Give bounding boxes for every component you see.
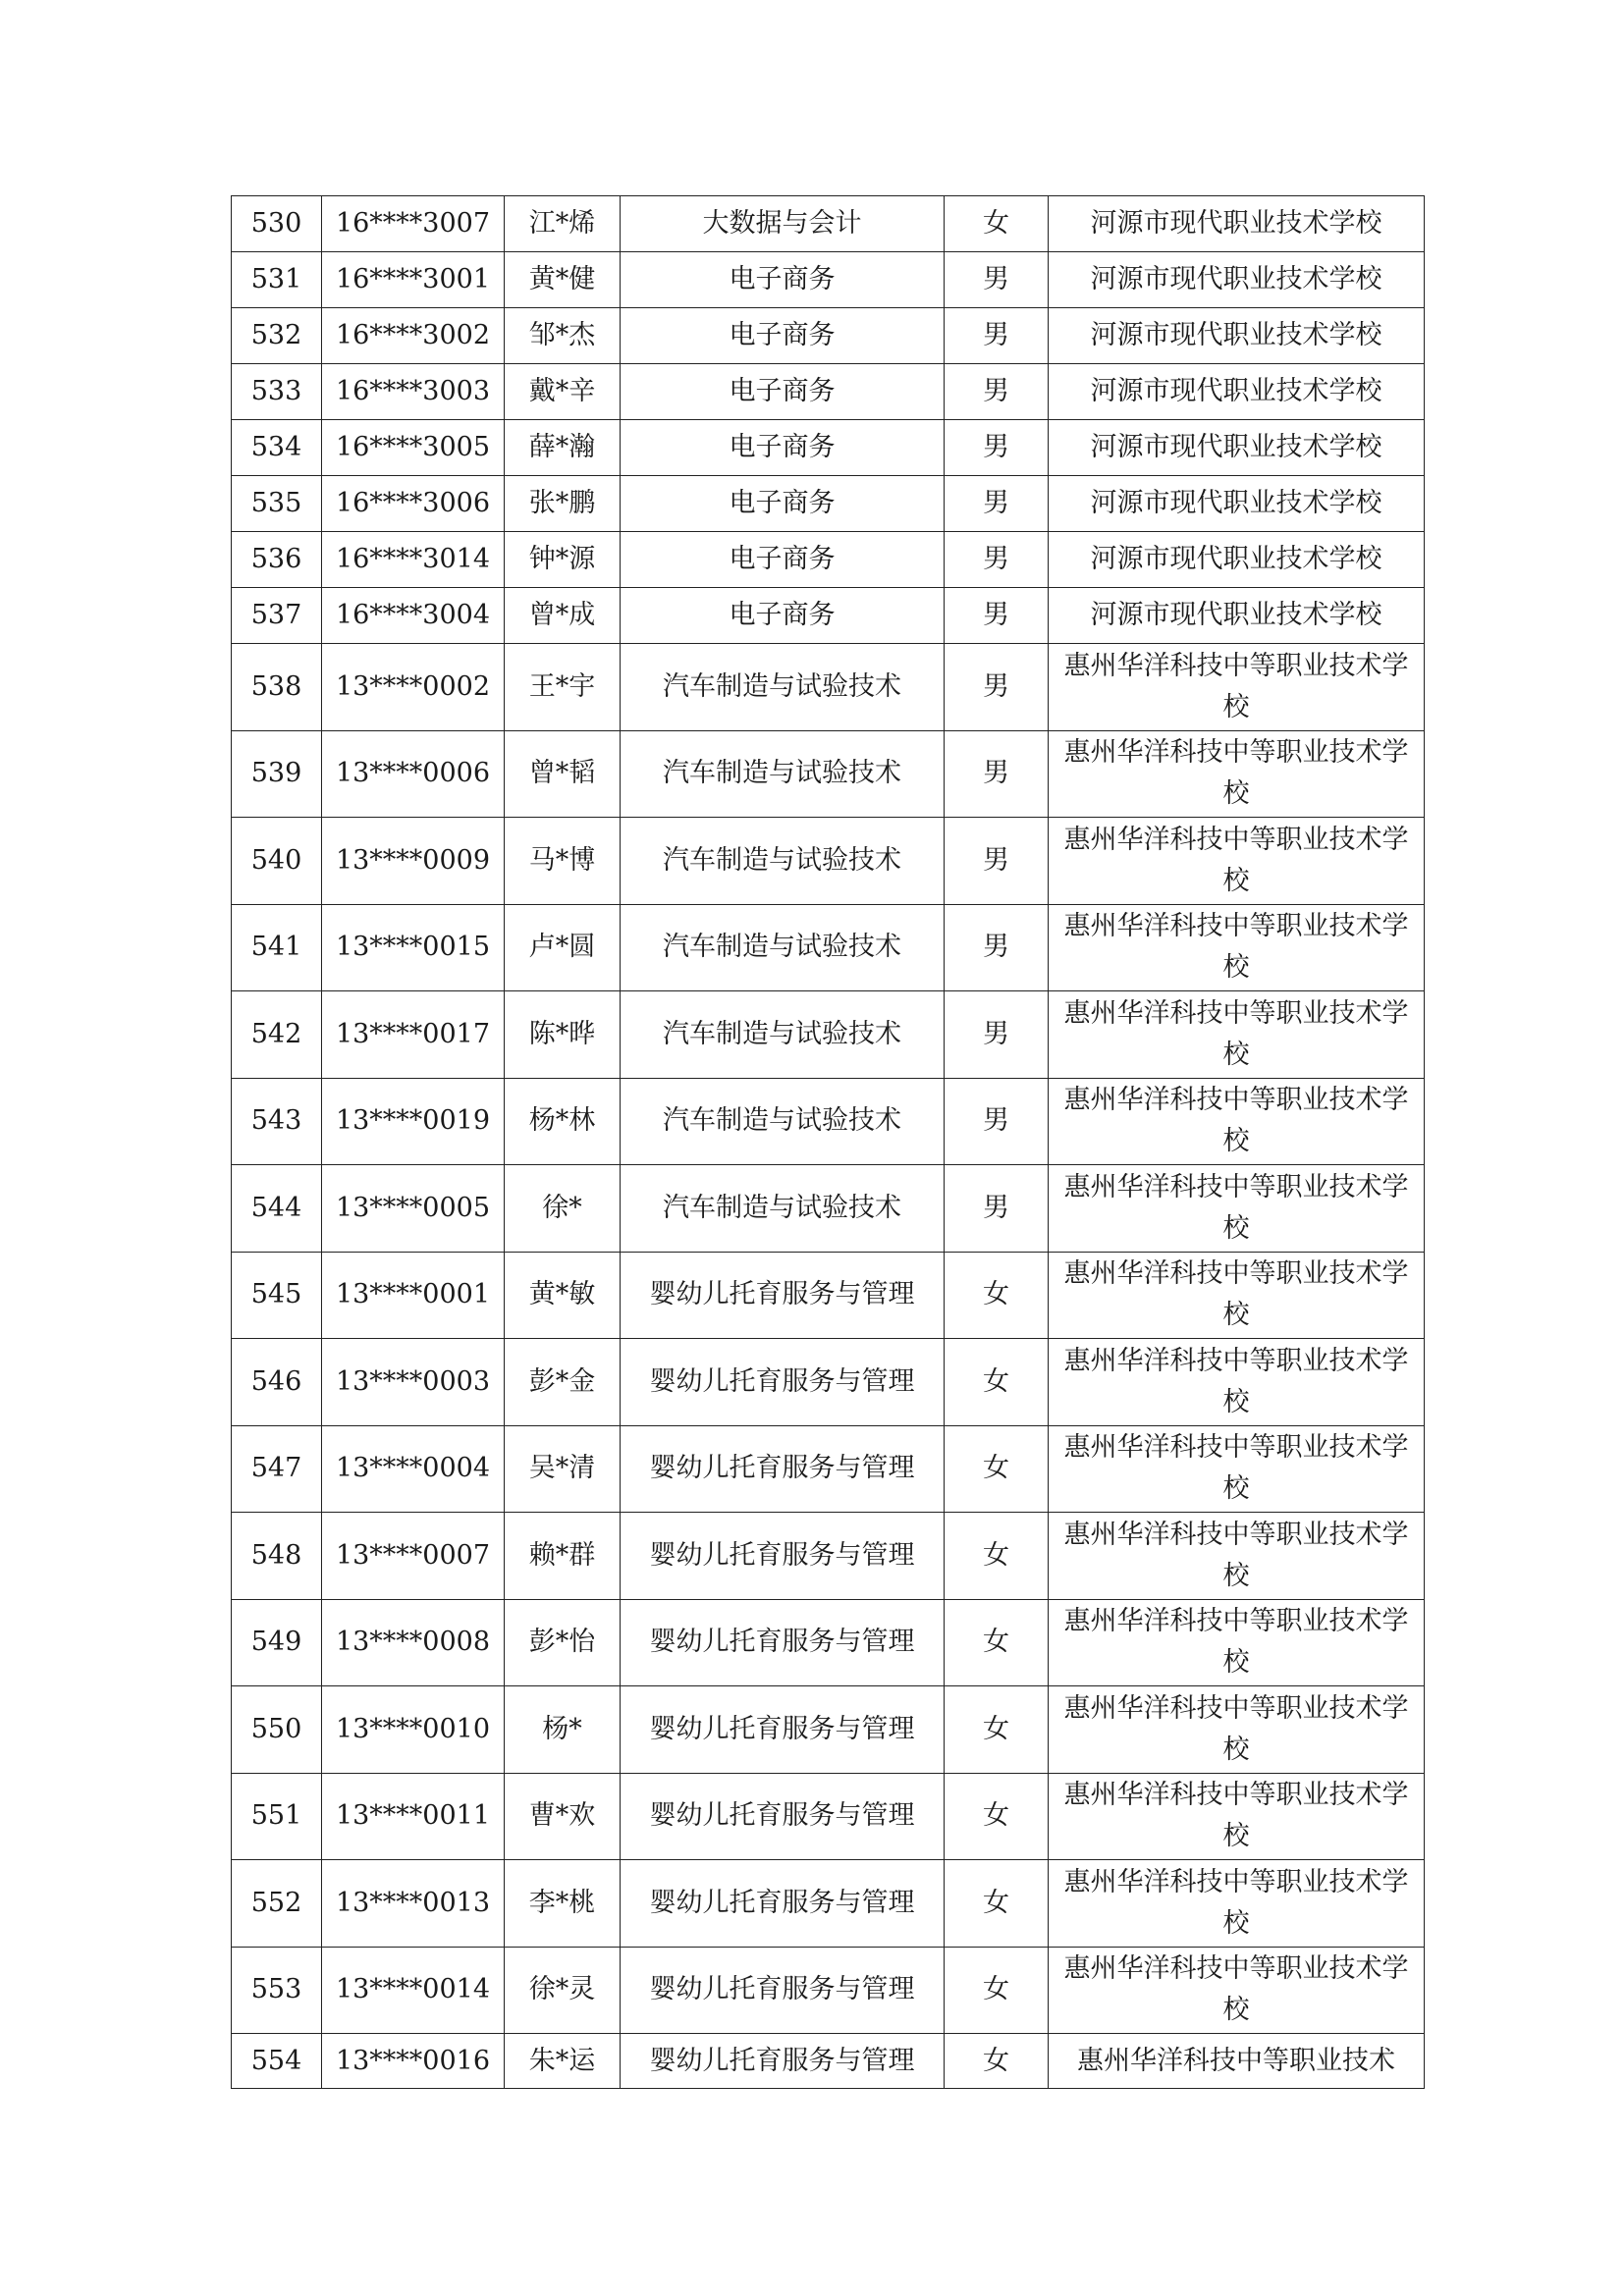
gender-cell: 男 (945, 818, 1049, 905)
gender-cell: 女 (945, 1686, 1049, 1774)
table-row (232, 1252, 1425, 1339)
table-row (232, 1947, 1425, 2034)
exam-id-cell: 13****0001 (322, 1252, 505, 1339)
major-cell: 婴幼儿托育服务与管理 (621, 1513, 945, 1600)
table-row (232, 1599, 1425, 1686)
exam-id-cell: 13****0007 (322, 1513, 505, 1600)
exam-id-cell: 13****0013 (322, 1860, 505, 1948)
school-cell: 惠州华洋科技中等职业技术学校 (1049, 644, 1425, 731)
major-cell: 汽车制造与试验技术 (621, 1165, 945, 1253)
major-cell: 汽车制造与试验技术 (621, 991, 945, 1079)
exam-id-cell: 16****3004 (322, 588, 505, 644)
exam-id-cell: 13****0017 (322, 991, 505, 1079)
row-number-cell: 550 (232, 1686, 322, 1774)
table-row (232, 904, 1425, 991)
school-cell: 惠州华洋科技中等职业技术学校 (1049, 1078, 1425, 1165)
school-cell: 惠州华洋科技中等职业技术学校 (1049, 1252, 1425, 1339)
school-cell: 河源市现代职业技术学校 (1049, 364, 1425, 420)
table-row (232, 1773, 1425, 1860)
gender-cell: 男 (945, 364, 1049, 420)
school-cell: 河源市现代职业技术学校 (1049, 252, 1425, 308)
gender-cell: 男 (945, 532, 1049, 588)
student-name-cell: 薛*瀚 (505, 420, 621, 476)
table-row (232, 1339, 1425, 1426)
table-row (232, 1513, 1425, 1600)
student-name-cell: 王*宇 (505, 644, 621, 731)
student-roster-table (231, 195, 1425, 2089)
student-name-cell: 吴*清 (505, 1425, 621, 1513)
table-row (232, 476, 1425, 532)
row-number-cell: 553 (232, 1947, 322, 2034)
exam-id-cell: 16****3001 (322, 252, 505, 308)
gender-cell: 男 (945, 420, 1049, 476)
school-cell: 惠州华洋科技中等职业技术学校 (1049, 991, 1425, 1079)
gender-cell: 女 (945, 1339, 1049, 1426)
table-row (232, 991, 1425, 1079)
student-name-cell: 马*博 (505, 818, 621, 905)
student-name-cell: 钟*源 (505, 532, 621, 588)
exam-id-cell: 13****0015 (322, 904, 505, 991)
table-row (232, 308, 1425, 364)
school-cell: 河源市现代职业技术学校 (1049, 420, 1425, 476)
table-row (232, 2034, 1425, 2089)
gender-cell: 男 (945, 588, 1049, 644)
major-cell: 电子商务 (621, 308, 945, 364)
exam-id-cell: 13****0008 (322, 1599, 505, 1686)
exam-id-cell: 16****3007 (322, 196, 505, 252)
row-number-cell: 554 (232, 2034, 322, 2089)
student-name-cell: 黄*健 (505, 252, 621, 308)
exam-id-cell: 13****0004 (322, 1425, 505, 1513)
table-row (232, 1686, 1425, 1774)
row-number-cell: 548 (232, 1513, 322, 1600)
student-name-cell: 徐* (505, 1165, 621, 1253)
row-number-cell: 536 (232, 532, 322, 588)
gender-cell: 女 (945, 1425, 1049, 1513)
school-cell: 河源市现代职业技术学校 (1049, 196, 1425, 252)
major-cell: 电子商务 (621, 588, 945, 644)
school-cell: 河源市现代职业技术学校 (1049, 308, 1425, 364)
major-cell: 电子商务 (621, 364, 945, 420)
student-name-cell: 黄*敏 (505, 1252, 621, 1339)
student-name-cell: 张*鹏 (505, 476, 621, 532)
school-cell: 惠州华洋科技中等职业技术学校 (1049, 1599, 1425, 1686)
row-number-cell: 530 (232, 196, 322, 252)
gender-cell: 女 (945, 1252, 1049, 1339)
row-number-cell: 547 (232, 1425, 322, 1513)
school-cell: 惠州华洋科技中等职业技术学校 (1049, 1339, 1425, 1426)
school-cell: 惠州华洋科技中等职业技术学校 (1049, 730, 1425, 818)
table-row (232, 1425, 1425, 1513)
gender-cell: 女 (945, 1599, 1049, 1686)
row-number-cell: 542 (232, 991, 322, 1079)
row-number-cell: 544 (232, 1165, 322, 1253)
student-name-cell: 杨* (505, 1686, 621, 1774)
row-number-cell: 537 (232, 588, 322, 644)
gender-cell: 女 (945, 1773, 1049, 1860)
major-cell: 电子商务 (621, 476, 945, 532)
roster-body (232, 196, 1425, 2089)
school-cell: 惠州华洋科技中等职业技术学校 (1049, 1686, 1425, 1774)
row-number-cell: 551 (232, 1773, 322, 1860)
major-cell: 婴幼儿托育服务与管理 (621, 1339, 945, 1426)
major-cell: 婴幼儿托育服务与管理 (621, 2034, 945, 2089)
exam-id-cell: 16****3014 (322, 532, 505, 588)
student-name-cell: 戴*辛 (505, 364, 621, 420)
student-name-cell: 朱*运 (505, 2034, 621, 2089)
major-cell: 汽车制造与试验技术 (621, 1078, 945, 1165)
major-cell: 婴幼儿托育服务与管理 (621, 1686, 945, 1774)
table-row (232, 252, 1425, 308)
table-row (232, 1165, 1425, 1253)
student-name-cell: 邹*杰 (505, 308, 621, 364)
gender-cell: 男 (945, 644, 1049, 731)
student-name-cell: 陈*晔 (505, 991, 621, 1079)
table-row (232, 420, 1425, 476)
major-cell: 电子商务 (621, 252, 945, 308)
student-name-cell: 曾*韬 (505, 730, 621, 818)
student-name-cell: 彭*金 (505, 1339, 621, 1426)
gender-cell: 男 (945, 308, 1049, 364)
table-row (232, 644, 1425, 731)
table-row (232, 1860, 1425, 1948)
row-number-cell: 531 (232, 252, 322, 308)
exam-id-cell: 16****3002 (322, 308, 505, 364)
gender-cell: 男 (945, 904, 1049, 991)
gender-cell: 女 (945, 1513, 1049, 1600)
gender-cell: 男 (945, 1078, 1049, 1165)
school-cell: 惠州华洋科技中等职业技术学校 (1049, 904, 1425, 991)
row-number-cell: 549 (232, 1599, 322, 1686)
student-name-cell: 江*烯 (505, 196, 621, 252)
student-name-cell: 李*桃 (505, 1860, 621, 1948)
row-number-cell: 535 (232, 476, 322, 532)
gender-cell: 女 (945, 196, 1049, 252)
gender-cell: 男 (945, 991, 1049, 1079)
school-cell: 惠州华洋科技中等职业技术学校 (1049, 1165, 1425, 1253)
exam-id-cell: 16****3005 (322, 420, 505, 476)
row-number-cell: 534 (232, 420, 322, 476)
row-number-cell: 532 (232, 308, 322, 364)
student-name-cell: 曹*欢 (505, 1773, 621, 1860)
student-name-cell: 卢*圆 (505, 904, 621, 991)
row-number-cell: 552 (232, 1860, 322, 1948)
table-row (232, 364, 1425, 420)
table-row (232, 532, 1425, 588)
major-cell: 大数据与会计 (621, 196, 945, 252)
major-cell: 电子商务 (621, 532, 945, 588)
major-cell: 汽车制造与试验技术 (621, 818, 945, 905)
row-number-cell: 541 (232, 904, 322, 991)
school-cell: 惠州华洋科技中等职业技术学校 (1049, 1947, 1425, 2034)
school-cell: 河源市现代职业技术学校 (1049, 476, 1425, 532)
major-cell: 汽车制造与试验技术 (621, 644, 945, 731)
gender-cell: 女 (945, 2034, 1049, 2089)
school-cell: 河源市现代职业技术学校 (1049, 532, 1425, 588)
major-cell: 婴幼儿托育服务与管理 (621, 1773, 945, 1860)
table-row (232, 818, 1425, 905)
major-cell: 婴幼儿托育服务与管理 (621, 1252, 945, 1339)
student-name-cell: 曾*成 (505, 588, 621, 644)
exam-id-cell: 13****0005 (322, 1165, 505, 1253)
row-number-cell: 540 (232, 818, 322, 905)
major-cell: 汽车制造与试验技术 (621, 730, 945, 818)
student-name-cell: 杨*林 (505, 1078, 621, 1165)
school-cell: 惠州华洋科技中等职业技术学校 (1049, 1513, 1425, 1600)
row-number-cell: 539 (232, 730, 322, 818)
major-cell: 婴幼儿托育服务与管理 (621, 1599, 945, 1686)
row-number-cell: 546 (232, 1339, 322, 1426)
exam-id-cell: 16****3003 (322, 364, 505, 420)
student-name-cell: 彭*怡 (505, 1599, 621, 1686)
exam-id-cell: 13****0006 (322, 730, 505, 818)
exam-id-cell: 13****0002 (322, 644, 505, 731)
major-cell: 汽车制造与试验技术 (621, 904, 945, 991)
gender-cell: 女 (945, 1947, 1049, 2034)
gender-cell: 男 (945, 476, 1049, 532)
school-cell: 惠州华洋科技中等职业技术学校 (1049, 1860, 1425, 1948)
gender-cell: 男 (945, 1165, 1049, 1253)
exam-id-cell: 13****0010 (322, 1686, 505, 1774)
major-cell: 婴幼儿托育服务与管理 (621, 1425, 945, 1513)
exam-id-cell: 13****0009 (322, 818, 505, 905)
row-number-cell: 543 (232, 1078, 322, 1165)
table-row (232, 1078, 1425, 1165)
gender-cell: 男 (945, 730, 1049, 818)
student-name-cell: 赖*群 (505, 1513, 621, 1600)
major-cell: 婴幼儿托育服务与管理 (621, 1947, 945, 2034)
table-row (232, 588, 1425, 644)
exam-id-cell: 13****0016 (322, 2034, 505, 2089)
school-cell: 河源市现代职业技术学校 (1049, 588, 1425, 644)
gender-cell: 女 (945, 1860, 1049, 1948)
exam-id-cell: 16****3006 (322, 476, 505, 532)
exam-id-cell: 13****0003 (322, 1339, 505, 1426)
row-number-cell: 533 (232, 364, 322, 420)
exam-id-cell: 13****0011 (322, 1773, 505, 1860)
gender-cell: 男 (945, 252, 1049, 308)
school-cell: 惠州华洋科技中等职业技术学校 (1049, 1773, 1425, 1860)
exam-id-cell: 13****0019 (322, 1078, 505, 1165)
table-row (232, 196, 1425, 252)
school-cell: 惠州华洋科技中等职业技术 (1049, 2034, 1425, 2089)
table-row (232, 730, 1425, 818)
row-number-cell: 545 (232, 1252, 322, 1339)
school-cell: 惠州华洋科技中等职业技术学校 (1049, 818, 1425, 905)
student-name-cell: 徐*灵 (505, 1947, 621, 2034)
school-cell: 惠州华洋科技中等职业技术学校 (1049, 1425, 1425, 1513)
exam-id-cell: 13****0014 (322, 1947, 505, 2034)
major-cell: 婴幼儿托育服务与管理 (621, 1860, 945, 1948)
major-cell: 电子商务 (621, 420, 945, 476)
row-number-cell: 538 (232, 644, 322, 731)
